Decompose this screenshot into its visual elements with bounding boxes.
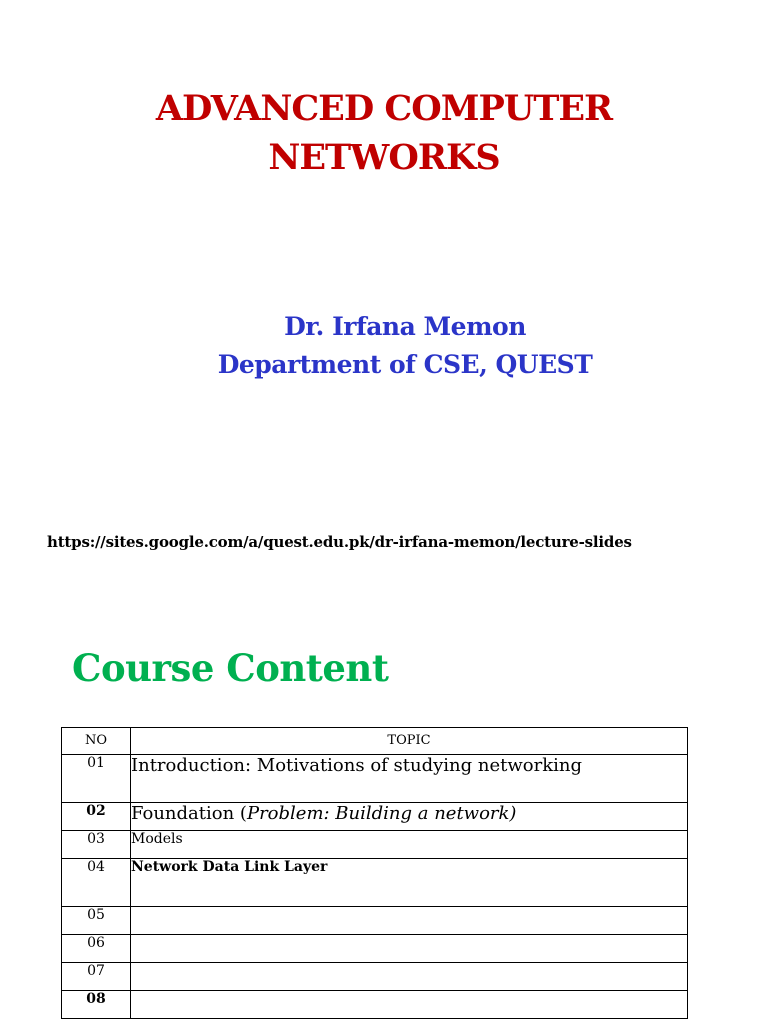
row-number: 01 xyxy=(62,755,131,803)
column-header-topic: TOPIC xyxy=(131,728,688,755)
row-number: 08 xyxy=(62,991,131,1019)
table-row xyxy=(62,803,688,831)
row-topic-italic: Problem: Building a network) xyxy=(246,803,517,824)
row-number: 02 xyxy=(62,803,131,831)
table-header-row xyxy=(62,728,688,755)
author-name: Dr. Irfana Memon xyxy=(284,312,526,341)
slide-title xyxy=(0,84,768,182)
row-topic: Network Data Link Layer xyxy=(131,859,688,907)
table-row xyxy=(62,907,688,935)
author-department: Department of CSE, QUEST xyxy=(217,350,593,379)
course-content-table xyxy=(61,727,688,1019)
row-number: 06 xyxy=(62,935,131,963)
lecture-slides-link[interactable]: https://sites.google.com/a/quest.edu.pk/dr-irfana-memon/lecture-slides xyxy=(47,533,632,551)
row-topic xyxy=(131,907,688,935)
row-topic xyxy=(131,963,688,991)
slide-title-line-1: ADVANCED COMPUTER xyxy=(155,88,613,129)
row-number: 05 xyxy=(62,907,131,935)
row-number: 04 xyxy=(62,859,131,907)
row-number: 03 xyxy=(62,831,131,859)
course-content-heading: Course Content xyxy=(72,646,389,690)
row-number: 07 xyxy=(62,963,131,991)
table-row xyxy=(62,831,688,859)
table-row xyxy=(62,935,688,963)
table-row xyxy=(62,859,688,907)
row-topic xyxy=(131,935,688,963)
author-block xyxy=(0,308,768,384)
row-topic: Introduction: Motivations of studying networking xyxy=(131,755,688,803)
row-topic: Models xyxy=(131,831,688,859)
table-row xyxy=(62,991,688,1019)
row-topic-text: Foundation ( xyxy=(131,803,247,824)
table-row xyxy=(62,963,688,991)
row-topic xyxy=(131,803,688,831)
column-header-no: NO xyxy=(62,728,131,755)
slide-title-line-2: NETWORKS xyxy=(268,137,500,178)
table-row xyxy=(62,755,688,803)
row-topic xyxy=(131,991,688,1019)
